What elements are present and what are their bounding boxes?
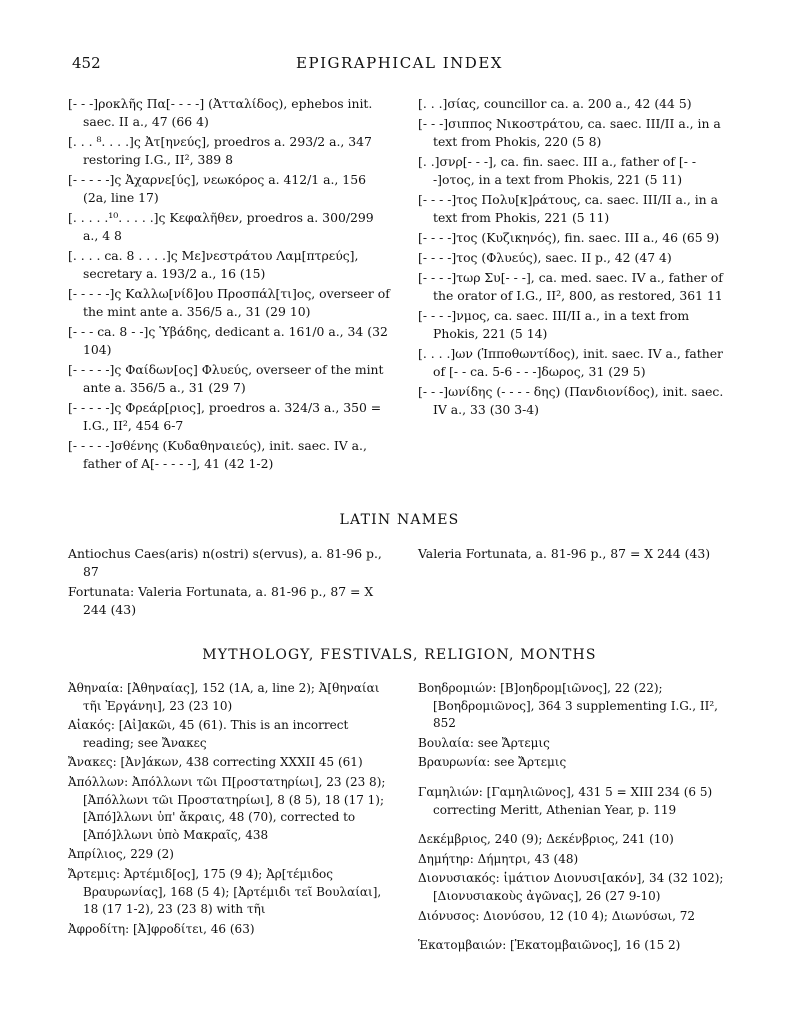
index-entry: [- - - - -]σθένης (Κυδαθηναιεύς), init. saec. IV a., father of Α[- - - - -], 41 (42 1-2)	[68, 438, 367, 471]
index-entry: Ἑκατομβαιών: [Ἑκατομβαιῶνος], 16 (15 2)	[418, 938, 681, 953]
index-entry: Antiochus Caes(aris) n(ostri) s(ervus), a. 81-96 p., 87	[68, 546, 382, 579]
spacer	[418, 821, 736, 831]
page-number: 452	[72, 54, 101, 72]
index-entry: Ἀπρίλιος, 229 (2)	[68, 847, 174, 862]
index-entry: Διονυσιακός: ἱμάτιον Διονυσι[ακόν], 34 (32 102); [Διονυσιακοὺς ἀγῶνας], 26 (27 9-10)	[418, 871, 724, 903]
latin-names-left-column	[68, 545, 390, 621]
index-entry: [- - - -]τος (Κυζικηνός), fin. saec. III a., 46 (65 9)	[418, 230, 720, 245]
index-entry: Βουλαία: see Ἄρτεμις	[418, 735, 550, 750]
index-entry: [- - - - -]ς Ἀχαρνε[ύς], νεωκόρος a. 412/1 a., 156 (2a, line 17)	[68, 172, 366, 205]
index-entry: Ἄνακες: [Ἀν]άκων, 438 correcting XXXII 45 (61)	[68, 755, 363, 770]
index-entry: [- - - - -]ς Φαίδων[ος] Φλυεύς, overseer of the mint ante a. 356/5 a., 31 (29 7)	[68, 362, 384, 395]
index-entry: [. . . . ca. 8 . . . .]ς Με]νεστράτου Λαμ[πτρεύς], secretary a. 193/2 a., 16 (15)	[68, 248, 359, 281]
index-entry: [- - - -]τος (Φλυεύς), saec. II p., 42 (47 4)	[418, 250, 672, 265]
index-entry: Ἀπόλλων: Ἀπόλλωνι τῶι Π[ροστατηρίωι], 23 (23 8); [Ἀπόλλωνι τῶι Προστατηρίωι], 8 (8 5), 18 (17 1); [Ἀπό]λλωνι ὑπ' ἄκραις, 48 (70), corrected to [Ἀπό]λλωνι ὑπὸ Μακραῖς, 438	[68, 774, 386, 842]
spacer	[418, 927, 736, 937]
mythology-left-column	[68, 680, 390, 940]
index-entry: [. . .]σίας, councillor ca. a. 200 a., 42 (44 5)	[418, 96, 692, 111]
index-entry: [- - - - -]ς Καλλω[νίδ]ου Προσπάλ[τι]ος, overseer of the mint ante a. 356/5 a., 31 (29 10)	[68, 286, 390, 319]
index-entry: Αἰακός: [Αἰ]ακῶι, 45 (61). This is an incorrect reading; see Ἄνακες	[68, 718, 349, 750]
index-entry: [- - -]σιππος Νικοστράτου, ca. saec. III/II a., in a text from Phokis, 220 (5 8)	[418, 116, 721, 149]
index-entry: Δημήτηρ: Δήμητρι, 43 (48)	[418, 851, 579, 866]
running-title: EPIGRAPHICAL INDEX	[296, 54, 503, 72]
index-entry: Ἀφροδίτη: [Ἀ]φροδίτει, 46 (63)	[68, 921, 255, 936]
mythology-right-column	[418, 680, 736, 957]
index-entry: [- - -]ωνίδης (- - - - δης) (Πανδιονίδος), init. saec. IV a., 33 (30 3-4)	[418, 384, 724, 417]
index-entry: [. . . .]ων (Ἱπποθωντίδος), init. saec. IV a., father of [- - ca. 5-6 - - -]δωρος, 31 (29 5)	[418, 346, 723, 379]
page-header	[0, 52, 799, 80]
index-entry: [. .]σνρ[- - -], ca. fin. saec. III a., father of [- - -]οτος, in a text from Phokis, 221 (5 11)	[418, 154, 697, 187]
index-entry: [- - - -]νμος, ca. saec. III/II a., in a text from Phokis, 221 (5 14)	[418, 308, 690, 341]
index-entry: Fortunata: Valeria Fortunata, a. 81-96 p., 87 = X 244 (43)	[68, 584, 374, 617]
index-entry: [- - - - -]ς Φρεάρ[ριος], proedros a. 324/3 a., 350 = I.G., II², 454 6-7	[68, 400, 382, 433]
index-entry: [- - - -]τωρ Συ[- - -], ca. med. saec. IV a., father of the orator of I.G., II², 800, as restored, 361 11	[418, 270, 723, 303]
index-entry: [. . . ⁸. . . .]ς Ἀτ[ηνεύς], proedros a. 293/2 a., 347 restoring I.G., II², 389 8	[68, 134, 372, 167]
index-entry: Βοηδρομιών: [Β]οηδρομ[ιῶνος], 22 (22); [Βοηδρομιῶνος], 364 3 supplementing I.G., II², 852	[418, 681, 718, 731]
latin-names-right-column	[418, 545, 736, 565]
index-entry: Βραυρωνία: see Ἄρτεμις	[418, 755, 567, 770]
index-entry: Διόνυσος: Διονύσου, 12 (10 4); Διωνύσωι, 72	[418, 908, 696, 923]
index-entry: [. . . . .¹⁰. . . . .]ς Κεφαλῆθεν, proedros a. 300/299 a., 4 8	[68, 210, 374, 243]
greek-names-right-column	[418, 95, 736, 421]
index-entry: [- - -]ροκλῆς Πα[- - - -] (Ἀτταλίδος), ephebos init. saec. II a., 47 (66 4)	[68, 96, 373, 129]
index-entry: Δεκέμβριος, 240 (9); Δεκένβριος, 241 (10)	[418, 832, 674, 847]
section-heading-mythology: MYTHOLOGY, FESTIVALS, RELIGION, MONTHS	[202, 647, 597, 663]
spacer	[418, 774, 736, 784]
greek-names-left-column	[68, 95, 390, 475]
index-entry: [- - - ca. 8 - -]ς Ὑβάδης, dedicant a. 161/0 a., 34 (32 104)	[68, 324, 388, 357]
index-entry: Ἀθηναία: [Ἀθηναίας], 152 (1A, a, line 2); Ἀ[θηναίαι τῆι Ἐργάνηι], 23 (23 10)	[68, 681, 380, 713]
index-entry: [- - - -]τος Πολυ[κ]ράτους, ca. saec. III/II a., in a text from Phokis, 221 (5 11)	[418, 192, 718, 225]
index-entry: Γαμηλιών: [Γαμηλιῶνος], 431 5 = XIII 234 (6 5) correcting Meritt, Athenian Year, p. 119	[418, 784, 713, 817]
section-heading-latin: LATIN NAMES	[339, 512, 460, 528]
index-entry: Valeria Fortunata, a. 81-96 p., 87 = X 244 (43)	[418, 546, 711, 561]
index-entry: Ἄρτεμις: Ἀρτέμιδ[ος], 175 (9 4); Ἀρ[τέμιδος Βραυρωνίας], 168 (5 4); [Ἀρτέμιδι τεῖ Βουλαίαι], 18 (17 1-2), 23 (23 8) with τῆι	[68, 866, 382, 917]
